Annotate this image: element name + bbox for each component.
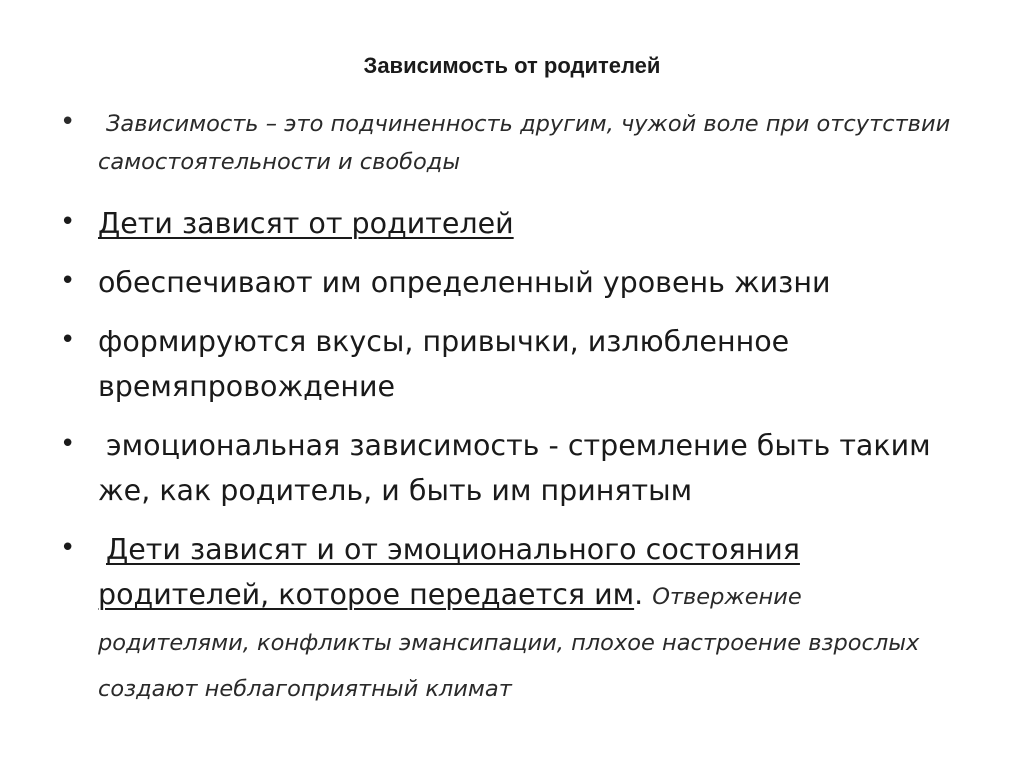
- bullet-list: [58, 105, 958, 724]
- list-item: [58, 201, 958, 246]
- list-item-text: эмоциональная зависимость - стремление быть таким же, как родитель, и быть им принятым: [98, 429, 931, 507]
- list-item-text: обеспечивают им определенный уровень жизни: [98, 266, 831, 299]
- list-item-text: формируются вкусы, привычки, излюбленное времяпровождение: [98, 325, 790, 403]
- list-item: [58, 527, 958, 710]
- bullet-dot-icon: •: [60, 266, 76, 296]
- list-item-underlined-text: Дети зависят и от эмоционального состояния родителей, которое передается им: [98, 533, 800, 611]
- list-item-italic-note: Отвержение родителями, конфликты эмансипации, плохое настроение взрослых создают неблагоприятный климат: [98, 584, 920, 702]
- definition-text: Зависимость – это подчиненность другим, чужой воле при отсутствии самостоятельности и свободы: [98, 111, 951, 175]
- bullet-dot-icon: •: [60, 533, 76, 563]
- bullet-dot-icon: •: [60, 207, 76, 237]
- bullet-dot-icon: •: [60, 325, 76, 355]
- list-item: [58, 105, 958, 181]
- list-item-period: .: [634, 578, 644, 611]
- list-item: [58, 423, 958, 513]
- bullet-dot-icon: •: [60, 107, 76, 137]
- list-item-text: Дети зависят от родителей: [98, 207, 514, 240]
- bullet-dot-icon: •: [60, 429, 76, 459]
- list-item: [58, 260, 958, 305]
- list-item: [58, 319, 958, 409]
- slide-title: Зависимость от родителей: [363, 53, 661, 78]
